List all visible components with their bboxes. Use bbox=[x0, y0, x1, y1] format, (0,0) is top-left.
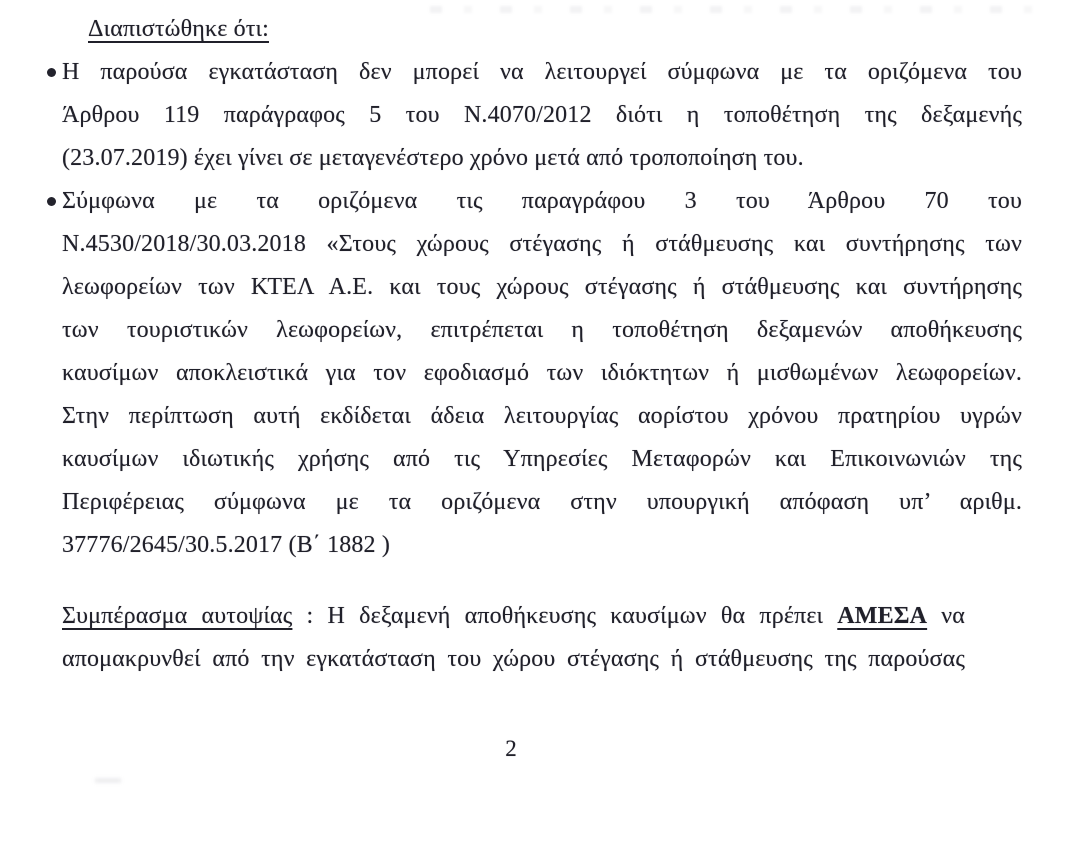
conclusion-line-1 bbox=[62, 595, 965, 638]
bullet-item-2 bbox=[62, 180, 1022, 567]
text-line: Στην περίπτωση αυτή εκδίδεται άδεια λειτουργίας αορίστου χρόνου πρατηρίου υγρών bbox=[62, 403, 1022, 429]
bullet-marker bbox=[47, 68, 56, 77]
scan-noise-artifact bbox=[95, 778, 121, 783]
section-heading bbox=[62, 8, 1022, 51]
text-line: καυσίμων αποκλειστικά για τον εφοδιασμό των ιδιόκτητων ή μισθωμένων λεωφορείων. bbox=[62, 360, 1022, 386]
text-line: Σύμφωνα με τα οριζόμενα τις παραγράφου 3 του Άρθρου 70 του bbox=[62, 188, 1022, 214]
text-line: Άρθρου 119 παράγραφος 5 του Ν.4070/2012 διότι η τοποθέτηση της δεξαμενής bbox=[62, 102, 1022, 128]
text-line: 37776/2645/30.5.2017 (Β΄ 1882 ) bbox=[62, 532, 390, 558]
text-line: καυσίμων ιδιωτικής χρήσης από τις Υπηρεσίες Μεταφορών και Επικοινωνιών της bbox=[62, 446, 1022, 472]
section-heading-text: Διαπιστώθηκε ότι: bbox=[88, 16, 269, 42]
bullet-item-1 bbox=[62, 51, 1022, 180]
conclusion-line-2: απομακρυνθεί από την εγκατάσταση του χώρου στέγασης ή στάθμευσης της παρούσας bbox=[62, 646, 965, 672]
conclusion-text: να bbox=[927, 603, 965, 629]
conclusion-paragraph bbox=[62, 595, 965, 681]
conclusion-label: Συμπέρασμα αυτοψίας bbox=[62, 603, 293, 629]
text-line: Η παρούσα εγκατάσταση δεν μπορεί να λειτουργεί σύμφωνα με τα οριζόμενα του bbox=[62, 59, 1022, 85]
text-line: Περιφέρειας σύμφωνα με τα οριζόμενα στην υπουργική απόφαση υπ’ αριθμ. bbox=[62, 489, 1022, 515]
text-line: λεωφορείων των ΚΤΕΛ Α.Ε. και τους χώρους στέγασης ή στάθμευσης και συντήρησης bbox=[62, 274, 1022, 300]
text-line: (23.07.2019) έχει γίνει σε μεταγενέστερο χρόνο μετά από τροποποίηση του. bbox=[62, 145, 804, 171]
conclusion-text: : Η δεξαμενή αποθήκευσης καυσίμων θα πρέπει bbox=[292, 603, 838, 629]
text-line: Ν.4530/2018/30.03.2018 «Στους χώρους στέγασης ή στάθμευσης και συντήρησης των bbox=[62, 231, 1022, 257]
page-number: 2 bbox=[505, 736, 517, 761]
document-content bbox=[62, 8, 1022, 681]
text-line: των τουριστικών λεωφορείων, επιτρέπεται η τοποθέτηση δεξαμενών αποθήκευσης bbox=[62, 317, 1022, 343]
conclusion-emphasis: ΑΜΕΣΑ bbox=[837, 603, 928, 629]
bullet-marker bbox=[47, 197, 56, 206]
